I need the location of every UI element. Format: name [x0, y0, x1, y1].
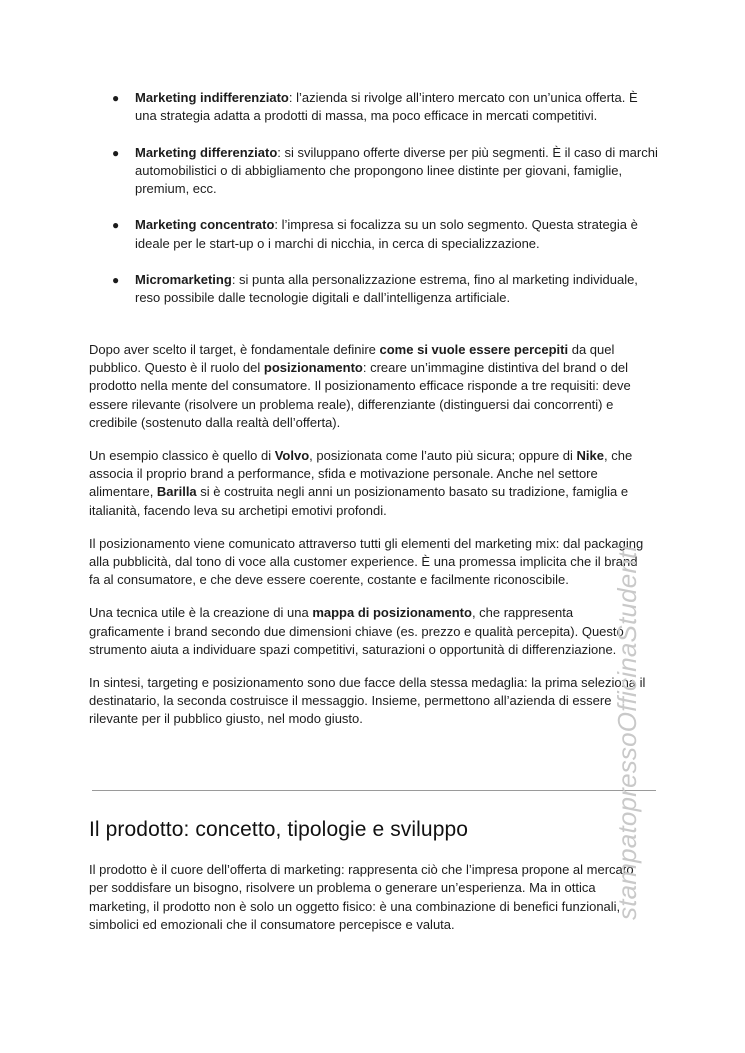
text-run: : creare un’immagine distintiva del brand o del prodotto nella mente del consumatore. Il posizionamento efficace risponde a tre requisiti: deve essere rilevante (risolvere un problema reale), differenziante (distinguersi dai concorrenti) e credibile (sostenuto dalla realtà dell’offerta). [89, 360, 631, 430]
bold-run: posizionamento [263, 360, 363, 376]
list-item [112, 89, 660, 126]
paragraph-positioning [89, 341, 649, 432]
bullet-icon: ● [112, 273, 120, 288]
bullet-icon: ● [112, 145, 120, 160]
definition: : si sviluppano offerte diverse per più segmenti. È il caso di marchi automobilistici o di abbigliamento che propongono linee distinte per giovani, famiglie, premium, ecc. [135, 144, 658, 197]
text-run: Dopo aver scelto il target, è fondamentale definire [89, 342, 380, 357]
paragraph-summary [89, 674, 649, 729]
definition: : si punta alla personalizzazione estrema, fino al marketing individuale, reso possibile dalle tecnologie digitali e dall’intelligenza artificiale. [135, 272, 638, 306]
bullet-icon: ● [112, 218, 120, 233]
section-heading: Il prodotto: concetto, tipologie e sviluppo [89, 818, 469, 841]
list-item [112, 216, 660, 253]
body-text [89, 341, 649, 744]
paragraph-positioning-map [89, 604, 649, 659]
marketing-strategy-list [112, 89, 660, 326]
list-item [112, 271, 660, 308]
paragraph-examples [89, 447, 649, 520]
text-run: Una tecnica utile è la creazione di una [89, 605, 313, 621]
bold-run: come si vuole essere percepiti [379, 342, 569, 357]
text-run: da quel pubblico. Questo è il ruolo del [89, 342, 615, 376]
bold-run: Nike [576, 448, 605, 464]
term: Marketing concentrato [135, 217, 275, 233]
term: Marketing indifferenziato [135, 90, 289, 105]
bold-run: Volvo [274, 448, 310, 464]
horizontal-divider [92, 790, 656, 791]
list-item [112, 144, 660, 199]
text-run: Un esempio classico è quello di [89, 448, 275, 464]
bold-run: Barilla [156, 484, 197, 500]
text-run: si è costruita negli anni un posizionamento basato su tradizione, famiglia e italianità, facendo leva su archetipi emotivi profondi. [89, 484, 629, 518]
text-run: , che rappresenta graficamente i brand secondo due dimensioni chiave (es. prezzo e qualità percepita). Questo strumento aiuta a individuare spazi competitivi, saturazioni o opportunità di differenziazione. [89, 605, 624, 657]
text-run: , posizionata come l’auto più sicura; oppure di [309, 448, 577, 464]
bold-run: mappa di posizionamento [312, 605, 472, 621]
text-run: In sintesi, targeting e posizionamento sono due facce della stessa medaglia: la prima seleziona il destinatario, la seconda costruisce il messaggio. Insieme, permettono all’azienda di essere rilevante per il pubblico giusto, nel modo giusto. [89, 675, 646, 727]
text-run: , che associa il proprio brand a performance, sfida e motivazione personale. Anche nel settore alimentare, [89, 448, 633, 500]
watermark: stampatopressoOfficinaStudenti [612, 545, 642, 920]
paragraph-communication [89, 535, 649, 590]
definition: : l’impresa si focalizza su un solo segmento. Questa strategia è ideale per le start-up o i marchi di nicchia, in cerca di specializzazione. [135, 217, 638, 251]
term: Micromarketing [135, 272, 232, 288]
section-intro-paragraph: Il prodotto è il cuore dell’offerta di marketing: rappresenta ciò che l’impresa propone al mercato per soddisfare un bisogno, risolvere un problema o generare un’esperienza. Ma in ottica marketing, il prodotto non è solo un oggetto fisico: è una combinazione di benefici funzionali, simbolici ed emozionali che il consumatore percepisce e valuta. [89, 862, 634, 933]
term: Marketing differenziato [135, 144, 278, 160]
text-run: Il posizionamento viene comunicato attraverso tutti gli elementi del marketing mix: dal packaging alla pubblicità, dal tono di voce alla customer experience. È una promessa implicita che il brand fa al consumatore, e che deve essere coerente, costante e facilmente riconoscibile. [89, 535, 644, 588]
bullet-icon: ● [112, 91, 120, 105]
definition: : l’azienda si rivolge all’intero mercato con un’unica offerta. È una strategia adatta a prodotti di massa, ma poco efficace in mercati competitivi. [135, 90, 638, 124]
